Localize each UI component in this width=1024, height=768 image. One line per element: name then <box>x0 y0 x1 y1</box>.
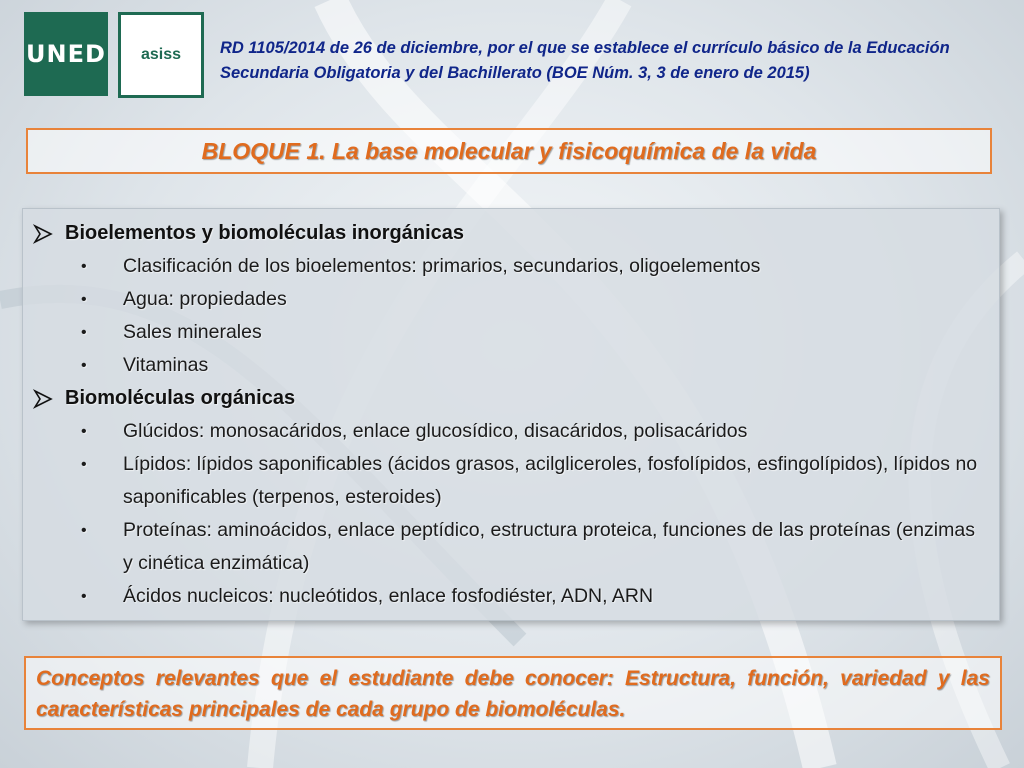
key-concepts-box: Conceptos relevantes que el estudiante debe conocer: Estructura, función, variedad y las características principales de cada grupo de biomoléculas. <box>24 656 1002 730</box>
list-item <box>33 250 999 283</box>
list-item <box>33 283 999 316</box>
list-item <box>33 316 999 349</box>
asiss-logo <box>118 12 204 98</box>
list-item-text: Vitaminas <box>123 354 209 376</box>
list-item <box>33 514 999 580</box>
bullet-icon: • <box>81 291 87 308</box>
list-item-text: Clasificación de los bioelementos: primarios, secundarios, oligoelementos <box>123 255 761 277</box>
uned-logo <box>24 12 108 96</box>
block-title-box <box>26 128 992 174</box>
bullet-icon: • <box>81 522 87 539</box>
list-item-text: Lípidos: lípidos saponificables (ácidos grasos, acilgliceroles, fosfolípidos, esfingolípidos), lípidos no saponificables (terpenos, esteroides) <box>123 453 978 508</box>
bullet-icon: • <box>81 588 87 605</box>
list-item <box>33 349 999 382</box>
block-title: BLOQUE 1. La base molecular y fisicoquímica de la vida <box>201 137 817 164</box>
section-inorganic <box>33 217 999 382</box>
list-item <box>33 415 999 448</box>
section-heading-text: Bioelementos y biomoléculas inorgánicas <box>65 222 465 244</box>
list-item <box>33 448 999 514</box>
uned-logo-text: UNED <box>26 40 106 68</box>
section-heading-text: Biomoléculas orgánicas <box>65 387 296 409</box>
bullet-icon: • <box>81 258 87 275</box>
list-item-text: Sales minerales <box>123 321 262 343</box>
list-item-text: Agua: propiedades <box>123 288 287 310</box>
list-item-text: Ácidos nucleicos: nucleótidos, enlace fosfodiéster, ADN, ARN <box>123 585 654 607</box>
content-box <box>22 208 1000 621</box>
list-item-text: Glúcidos: monosacáridos, enlace glucosídico, disacáridos, polisacáridos <box>123 420 748 442</box>
section-organic <box>33 382 999 613</box>
section-heading <box>33 217 999 250</box>
legal-reference: RD 1105/2014 de 26 de diciembre, por el que se establece el currículo básico de la Educación Secundaria Obligatoria y del Bachillerato (BOE Núm. 3, 3 de enero de 2015) <box>220 39 950 82</box>
asiss-logo-text: asiss <box>140 46 182 63</box>
bullet-icon: • <box>81 324 87 341</box>
bullet-icon: • <box>81 357 87 374</box>
arrow-bullet-icon <box>33 389 55 409</box>
section-heading <box>33 382 999 415</box>
arrow-bullet-icon <box>33 224 55 244</box>
list-item-text: Proteínas: aminoácidos, enlace peptídico, estructura proteica, funciones de las proteínas (enzimas y cinética enzimática) <box>123 519 975 574</box>
list-item <box>33 580 999 613</box>
bullet-icon: • <box>81 456 87 473</box>
bullet-icon: • <box>81 423 87 440</box>
